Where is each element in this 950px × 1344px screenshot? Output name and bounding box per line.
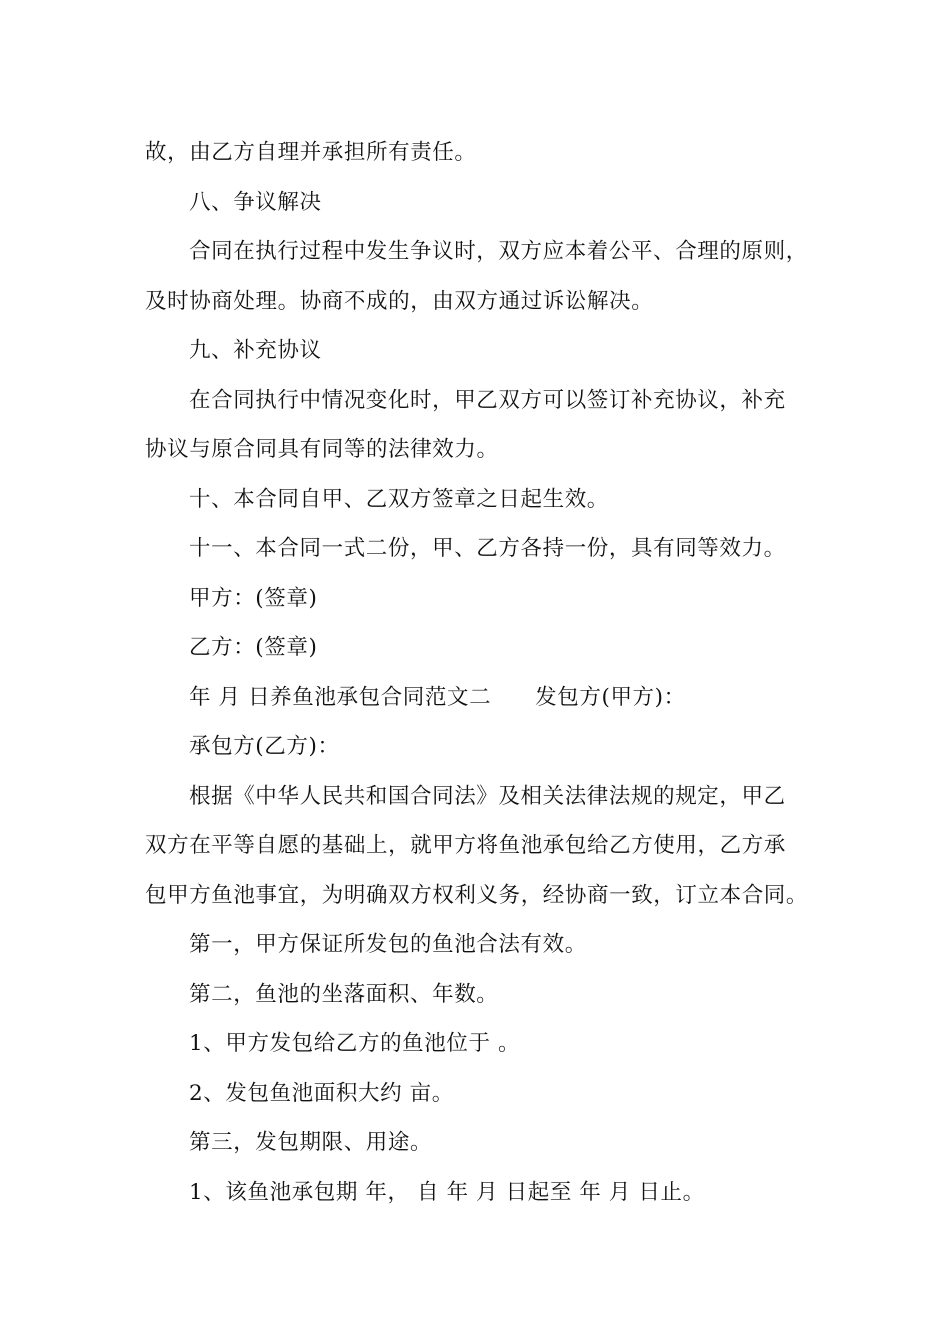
clause-first: 第一，甲方保证所发包的鱼池合法有效。 (189, 932, 587, 957)
paragraph-line: 故，由乙方自理并承担所有责任。 (145, 140, 477, 165)
document-body (145, 128, 825, 1217)
paragraph-line: 双方在平等自愿的基础上，就甲方将鱼池承包给乙方使用，乙方承 (145, 833, 786, 858)
clause-item: 1、甲方发包给乙方的鱼池位于 。 (189, 1031, 521, 1056)
issuer-label: 发包方(甲方)： (535, 684, 686, 710)
paragraph-line: 包甲方鱼池事宜，为明确双方权利义务，经协商一致，订立本合同。 (145, 882, 809, 908)
section-heading-supplement: 九、补充协议 (189, 338, 322, 363)
contractor-label: 承包方(乙方)： (189, 734, 340, 759)
party-a-signature: 甲方：(签章) (189, 585, 318, 611)
paragraph-line: 及时协商处理。协商不成的，由双方通过诉讼解决。 (145, 288, 654, 314)
paragraph-line: 合同在执行过程中发生争议时，双方应本着公平、合理的原则， (189, 239, 808, 264)
clause-copies: 十一、本合同一式二份，甲、乙方各持一份，具有同等效力。 (189, 536, 786, 561)
clause-third: 第三，发包期限、用途。 (189, 1130, 433, 1155)
clause-item: 1、该鱼池承包期 年， 自 年 月 日起至 年 月 日止。 (189, 1179, 705, 1205)
clause-effective: 十、本合同自甲、乙双方签章之日起生效。 (189, 486, 609, 512)
clause-second: 第二，鱼池的坐落面积、年数。 (189, 981, 499, 1007)
date-and-title-line (145, 673, 825, 723)
contract-title: 年 月 日养鱼池承包合同范文二 (189, 684, 492, 710)
paragraph-line: 根据《中华人民共和国合同法》及相关法律法规的规定，甲乙 (189, 783, 786, 809)
section-heading-dispute: 八、争议解决 (189, 189, 322, 215)
paragraph-line: 在合同执行中情况变化时，甲乙双方可以签订补充协议，补充 (189, 387, 786, 413)
clause-item: 2、发包鱼池面积大约 亩。 (189, 1080, 454, 1106)
party-b-signature: 乙方：(签章) (189, 635, 318, 660)
paragraph-line: 协议与原合同具有同等的法律效力。 (145, 437, 499, 462)
